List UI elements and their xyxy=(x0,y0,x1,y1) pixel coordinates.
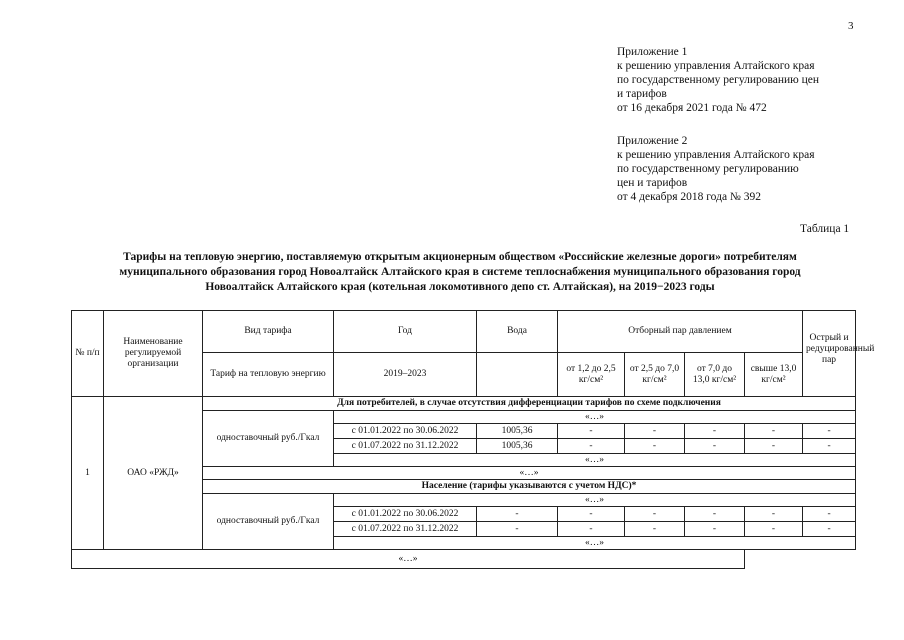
dash-cell: - xyxy=(625,522,685,537)
page-number: 3 xyxy=(848,20,854,32)
section-2-tariff-kind: одноставочный руб./Гкал xyxy=(203,494,334,550)
dash-cell: - xyxy=(558,439,625,454)
dash-cell: - xyxy=(803,522,856,537)
section-2-title: Население (тарифы указываются с учетом НДС)* xyxy=(203,480,856,494)
annex-1-line: от 16 декабря 2021 года № 472 xyxy=(617,102,767,114)
annex-1-block xyxy=(617,45,819,115)
header-pressure-4: свыше 13,0 кг/см² xyxy=(745,353,803,397)
annex-1-line: к решению управления Алтайского края xyxy=(617,60,815,72)
annex-2-line: от 4 декабря 2018 года № 392 xyxy=(617,191,762,203)
document-title xyxy=(60,250,860,295)
header-tariff-type: Вид тарифа xyxy=(203,311,334,353)
header-water-blank xyxy=(477,353,558,397)
ellipsis-cell: «…» xyxy=(72,550,745,569)
ellipsis-cell: «…» xyxy=(334,537,856,550)
water-value: - xyxy=(477,522,558,537)
annex-1-line: по государственному регулированию цен xyxy=(617,74,820,86)
dash-cell: - xyxy=(745,522,803,537)
header-pressure-2: от 2,5 до 7,0 кг/см² xyxy=(625,353,685,397)
header-pressure-3: от 7,0 до 13,0 кг/см² xyxy=(685,353,745,397)
ellipsis-cell: «…» xyxy=(334,454,856,467)
dash-cell: - xyxy=(803,439,856,454)
dash-cell: - xyxy=(558,507,625,522)
ellipsis-cell: «…» xyxy=(334,494,856,507)
dash-cell: - xyxy=(685,424,745,439)
annex-1-line: и тарифов xyxy=(617,88,667,100)
section-1-title: Для потребителей, в случае отсутствия дифференциации тарифов по схеме подключения xyxy=(203,397,856,411)
period-cell: с 01.07.2022 по 31.12.2022 xyxy=(334,439,477,454)
ellipsis-cell: «…» xyxy=(203,467,856,480)
tariff-table xyxy=(71,310,875,569)
header-water: Вода xyxy=(477,311,558,353)
dash-cell: - xyxy=(558,522,625,537)
dash-cell: - xyxy=(803,507,856,522)
title-line: Тарифы на тепловую энергию, поставляемую открытым акционерным обществом «Российские железные дороги» потребителям xyxy=(123,251,797,263)
dash-cell: - xyxy=(685,507,745,522)
dash-cell: - xyxy=(745,424,803,439)
water-value: - xyxy=(477,507,558,522)
table-row xyxy=(72,550,856,569)
annex-1-line: Приложение 1 xyxy=(617,46,688,58)
header-years-range: 2019–2023 xyxy=(334,353,477,397)
header-num: № п/п xyxy=(72,311,104,397)
table-label: Таблица 1 xyxy=(800,223,850,235)
row-number: 1 xyxy=(72,397,104,550)
header-sharp-steam: Острый и редуцированный пар xyxy=(803,311,856,397)
dash-cell: - xyxy=(685,439,745,454)
annex-2-line: цен и тарифов xyxy=(617,177,688,189)
annex-2-line: по государственному регулированию xyxy=(617,163,799,175)
header-org: Наименование регулируемой организации xyxy=(104,311,203,397)
dash-cell: - xyxy=(745,439,803,454)
dash-cell: - xyxy=(625,424,685,439)
header-steam: Отборный пар давлением xyxy=(558,311,803,353)
dash-cell: - xyxy=(685,522,745,537)
title-line: муниципального образования город Новоалтайск Алтайского края в системе теплоснабжения муниципального образования город xyxy=(119,266,801,278)
header-year: Год xyxy=(334,311,477,353)
section-1-tariff-kind: одноставочный руб./Гкал xyxy=(203,411,334,467)
header-tariff-heat: Тариф на тепловую энергию xyxy=(203,353,334,397)
water-value: 1005,36 xyxy=(477,424,558,439)
annex-2-block xyxy=(617,134,815,204)
title-line: Новоалтайск Алтайского края (котельная локомотивного депо ст. Алтайская), на 2019−2023 годы xyxy=(205,281,715,293)
dash-cell: - xyxy=(745,507,803,522)
header-row-1 xyxy=(72,311,856,353)
annex-2-line: к решению управления Алтайского края xyxy=(617,149,815,161)
period-cell: с 01.07.2022 по 31.12.2022 xyxy=(334,522,477,537)
water-value: 1005,36 xyxy=(477,439,558,454)
period-cell: с 01.01.2022 по 30.06.2022 xyxy=(334,424,477,439)
annex-2-line: Приложение 2 xyxy=(617,135,688,147)
ellipsis-cell: «…» xyxy=(334,411,856,424)
section-1-header-row xyxy=(72,397,856,411)
period-cell: с 01.01.2022 по 30.06.2022 xyxy=(334,507,477,522)
org-name: ОАО «РЖД» xyxy=(104,397,203,550)
dash-cell: - xyxy=(558,424,625,439)
header-pressure-1: от 1,2 до 2,5 кг/см² xyxy=(558,353,625,397)
dash-cell: - xyxy=(625,439,685,454)
dash-cell: - xyxy=(803,424,856,439)
dash-cell: - xyxy=(625,507,685,522)
